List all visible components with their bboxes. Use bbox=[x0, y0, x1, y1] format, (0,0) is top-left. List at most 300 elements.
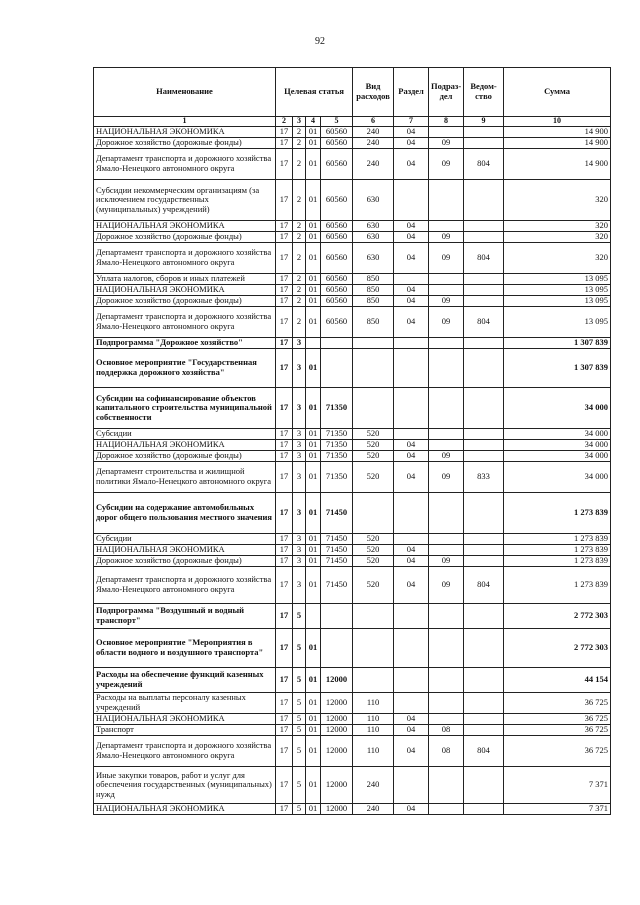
target-code-direction: 71350 bbox=[321, 388, 353, 429]
budget-table bbox=[93, 67, 611, 815]
target-code-direction: 12000 bbox=[321, 725, 353, 736]
target-code-activity: 01 bbox=[306, 149, 321, 180]
target-code-program: 17 bbox=[276, 180, 293, 221]
header-expense-type: Вид расходов bbox=[353, 68, 394, 117]
row-name: Подпрограмма "Воздушный и водный транспорт" bbox=[94, 604, 276, 629]
target-code-program: 17 bbox=[276, 285, 293, 296]
row-sum: 36 725 bbox=[504, 714, 611, 725]
section-code: 04 bbox=[394, 285, 429, 296]
target-code-direction: 60560 bbox=[321, 138, 353, 149]
target-code-direction: 71450 bbox=[321, 545, 353, 556]
expense-type-code: 850 bbox=[353, 285, 394, 296]
header-sum: Сумма bbox=[504, 68, 611, 117]
table-row bbox=[94, 545, 611, 556]
target-code-direction bbox=[321, 629, 353, 668]
row-name: Департамент транспорта и дорожного хозяйства Ямало-Ненецкого автономного округа bbox=[94, 567, 276, 604]
table-row bbox=[94, 604, 611, 629]
table-row bbox=[94, 534, 611, 545]
department-code bbox=[464, 127, 504, 138]
table-row bbox=[94, 493, 611, 534]
row-name: Дорожное хозяйство (дорожные фонды) bbox=[94, 556, 276, 567]
expense-type-code: 630 bbox=[353, 180, 394, 221]
target-code-program: 17 bbox=[276, 693, 293, 714]
table-row bbox=[94, 243, 611, 274]
table-row bbox=[94, 668, 611, 693]
section-code bbox=[394, 180, 429, 221]
row-name: Иные закупки товаров, работ и услуг для обеспечения государственных (муниципальных) нужд bbox=[94, 767, 276, 804]
expense-type-code: 520 bbox=[353, 429, 394, 440]
expense-type-code: 240 bbox=[353, 767, 394, 804]
target-code-activity: 01 bbox=[306, 567, 321, 604]
table-row bbox=[94, 338, 611, 349]
department-code bbox=[464, 274, 504, 285]
target-code-subprogram: 5 bbox=[293, 714, 306, 725]
target-code-activity: 01 bbox=[306, 180, 321, 221]
expense-type-code: 630 bbox=[353, 232, 394, 243]
subsection-code: 09 bbox=[429, 451, 464, 462]
department-code bbox=[464, 232, 504, 243]
target-code-activity: 01 bbox=[306, 221, 321, 232]
row-name: НАЦИОНАЛЬНАЯ ЭКОНОМИКА bbox=[94, 804, 276, 815]
target-code-activity: 01 bbox=[306, 429, 321, 440]
department-code: 833 bbox=[464, 462, 504, 493]
target-code-program: 17 bbox=[276, 440, 293, 451]
header-department: Ведом-ство bbox=[464, 68, 504, 117]
department-code: 804 bbox=[464, 567, 504, 604]
department-code bbox=[464, 693, 504, 714]
target-code-subprogram: 3 bbox=[293, 349, 306, 388]
row-name: Дорожное хозяйство (дорожные фонды) bbox=[94, 451, 276, 462]
col-number: 1 bbox=[94, 117, 276, 127]
target-code-program: 17 bbox=[276, 338, 293, 349]
row-name: Расходы на обеспечение функций казенных учреждений bbox=[94, 668, 276, 693]
row-name: НАЦИОНАЛЬНАЯ ЭКОНОМИКА bbox=[94, 285, 276, 296]
header-name: Наименование bbox=[94, 68, 276, 117]
row-sum: 13 095 bbox=[504, 307, 611, 338]
table-row bbox=[94, 451, 611, 462]
target-code-direction: 60560 bbox=[321, 232, 353, 243]
target-code-program: 17 bbox=[276, 725, 293, 736]
target-code-direction bbox=[321, 349, 353, 388]
table-row bbox=[94, 725, 611, 736]
row-sum: 7 371 bbox=[504, 804, 611, 815]
subsection-code bbox=[429, 534, 464, 545]
table-row bbox=[94, 285, 611, 296]
target-code-subprogram: 5 bbox=[293, 693, 306, 714]
target-code-direction: 71350 bbox=[321, 451, 353, 462]
target-code-subprogram: 3 bbox=[293, 545, 306, 556]
row-sum: 34 000 bbox=[504, 388, 611, 429]
target-code-subprogram: 5 bbox=[293, 629, 306, 668]
subsection-code: 09 bbox=[429, 462, 464, 493]
expense-type-code: 520 bbox=[353, 567, 394, 604]
target-code-program: 17 bbox=[276, 767, 293, 804]
section-code bbox=[394, 274, 429, 285]
row-name: Субсидии на содержание автомобильных дорог общего пользования местного значения bbox=[94, 493, 276, 534]
section-code: 04 bbox=[394, 545, 429, 556]
section-code: 04 bbox=[394, 149, 429, 180]
department-code bbox=[464, 534, 504, 545]
department-code bbox=[464, 388, 504, 429]
target-code-subprogram: 2 bbox=[293, 296, 306, 307]
target-code-program: 17 bbox=[276, 604, 293, 629]
subsection-code: 09 bbox=[429, 243, 464, 274]
target-code-subprogram: 5 bbox=[293, 736, 306, 767]
target-code-direction: 60560 bbox=[321, 127, 353, 138]
subsection-code bbox=[429, 274, 464, 285]
department-code bbox=[464, 668, 504, 693]
target-code-subprogram: 3 bbox=[293, 429, 306, 440]
department-code bbox=[464, 440, 504, 451]
target-code-subprogram: 5 bbox=[293, 604, 306, 629]
target-code-program: 17 bbox=[276, 149, 293, 180]
target-code-subprogram: 2 bbox=[293, 307, 306, 338]
section-code: 04 bbox=[394, 725, 429, 736]
row-sum: 1 273 839 bbox=[504, 534, 611, 545]
target-code-subprogram: 3 bbox=[293, 440, 306, 451]
target-code-subprogram: 3 bbox=[293, 493, 306, 534]
department-code bbox=[464, 138, 504, 149]
section-code: 04 bbox=[394, 221, 429, 232]
section-code: 04 bbox=[394, 138, 429, 149]
section-code: 04 bbox=[394, 232, 429, 243]
subsection-code bbox=[429, 285, 464, 296]
target-code-program: 17 bbox=[276, 567, 293, 604]
section-code: 04 bbox=[394, 804, 429, 815]
row-name: Департамент транспорта и дорожного хозяйства Ямало-Ненецкого автономного округа bbox=[94, 149, 276, 180]
target-code-activity: 01 bbox=[306, 274, 321, 285]
subsection-code bbox=[429, 349, 464, 388]
section-code: 04 bbox=[394, 736, 429, 767]
target-code-activity: 01 bbox=[306, 534, 321, 545]
subsection-code bbox=[429, 127, 464, 138]
target-code-direction: 12000 bbox=[321, 668, 353, 693]
section-code: 04 bbox=[394, 714, 429, 725]
header-section: Раздел bbox=[394, 68, 429, 117]
col-number: 10 bbox=[504, 117, 611, 127]
table-row bbox=[94, 556, 611, 567]
target-code-program: 17 bbox=[276, 138, 293, 149]
target-code-program: 17 bbox=[276, 296, 293, 307]
row-sum: 44 154 bbox=[504, 668, 611, 693]
target-code-direction: 60560 bbox=[321, 307, 353, 338]
target-code-subprogram: 2 bbox=[293, 127, 306, 138]
department-code bbox=[464, 338, 504, 349]
row-sum: 36 725 bbox=[504, 736, 611, 767]
table-row bbox=[94, 138, 611, 149]
expense-type-code: 240 bbox=[353, 127, 394, 138]
table-row bbox=[94, 804, 611, 815]
table-row bbox=[94, 767, 611, 804]
target-code-program: 17 bbox=[276, 349, 293, 388]
target-code-activity: 01 bbox=[306, 307, 321, 338]
expense-type-code: 240 bbox=[353, 138, 394, 149]
expense-type-code: 520 bbox=[353, 545, 394, 556]
row-sum: 320 bbox=[504, 180, 611, 221]
target-code-direction: 71450 bbox=[321, 534, 353, 545]
target-code-activity: 01 bbox=[306, 243, 321, 274]
target-code-activity: 01 bbox=[306, 127, 321, 138]
target-code-subprogram: 2 bbox=[293, 138, 306, 149]
target-code-direction: 60560 bbox=[321, 274, 353, 285]
target-code-subprogram: 3 bbox=[293, 462, 306, 493]
col-number: 9 bbox=[464, 117, 504, 127]
row-name: Департамент транспорта и дорожного хозяйства Ямало-Ненецкого автономного округа bbox=[94, 736, 276, 767]
section-code bbox=[394, 604, 429, 629]
expense-type-code: 520 bbox=[353, 556, 394, 567]
row-name: Субсидии на софинансирование объектов капитального строительства муниципальной собственности bbox=[94, 388, 276, 429]
target-code-direction: 12000 bbox=[321, 767, 353, 804]
row-name: Департамент строительства и жилищной политики Ямало-Ненецкого автономного округа bbox=[94, 462, 276, 493]
section-code: 04 bbox=[394, 307, 429, 338]
subsection-code: 09 bbox=[429, 567, 464, 604]
expense-type-code: 240 bbox=[353, 804, 394, 815]
row-name: Департамент транспорта и дорожного хозяйства Ямало-Ненецкого автономного округа bbox=[94, 243, 276, 274]
section-code bbox=[394, 493, 429, 534]
row-name: НАЦИОНАЛЬНАЯ ЭКОНОМИКА bbox=[94, 221, 276, 232]
subsection-code bbox=[429, 804, 464, 815]
row-sum: 14 900 bbox=[504, 149, 611, 180]
header-target-article: Целевая статья bbox=[276, 68, 353, 117]
row-sum: 13 095 bbox=[504, 274, 611, 285]
table-row bbox=[94, 296, 611, 307]
target-code-direction: 71450 bbox=[321, 567, 353, 604]
section-code: 04 bbox=[394, 296, 429, 307]
department-code: 804 bbox=[464, 149, 504, 180]
expense-type-code: 110 bbox=[353, 736, 394, 767]
row-sum: 1 273 839 bbox=[504, 545, 611, 556]
section-code bbox=[394, 388, 429, 429]
target-code-activity: 01 bbox=[306, 736, 321, 767]
target-code-direction: 60560 bbox=[321, 221, 353, 232]
target-code-program: 17 bbox=[276, 545, 293, 556]
expense-type-code bbox=[353, 629, 394, 668]
target-code-subprogram: 2 bbox=[293, 180, 306, 221]
section-code bbox=[394, 767, 429, 804]
subsection-code bbox=[429, 629, 464, 668]
subsection-code bbox=[429, 668, 464, 693]
table-row bbox=[94, 180, 611, 221]
row-name: Дорожное хозяйство (дорожные фонды) bbox=[94, 138, 276, 149]
target-code-activity: 01 bbox=[306, 725, 321, 736]
col-number: 7 bbox=[394, 117, 429, 127]
expense-type-code: 850 bbox=[353, 307, 394, 338]
department-code: 804 bbox=[464, 307, 504, 338]
row-name: Субсидии некоммерческим организациям (за исключением государственных (муниципальных) учреждений) bbox=[94, 180, 276, 221]
department-code bbox=[464, 451, 504, 462]
row-sum: 34 000 bbox=[504, 429, 611, 440]
target-code-activity: 01 bbox=[306, 714, 321, 725]
row-name: Департамент транспорта и дорожного хозяйства Ямало-Ненецкого автономного округа bbox=[94, 307, 276, 338]
target-code-subprogram: 3 bbox=[293, 556, 306, 567]
subsection-code: 09 bbox=[429, 232, 464, 243]
row-sum: 36 725 bbox=[504, 725, 611, 736]
department-code: 804 bbox=[464, 736, 504, 767]
subsection-code: 09 bbox=[429, 296, 464, 307]
row-name: Основное мероприятие "Мероприятия в области водного и воздушного транспорта" bbox=[94, 629, 276, 668]
row-sum: 34 000 bbox=[504, 462, 611, 493]
expense-type-code: 850 bbox=[353, 274, 394, 285]
table-row bbox=[94, 462, 611, 493]
target-code-program: 17 bbox=[276, 804, 293, 815]
target-code-program: 17 bbox=[276, 232, 293, 243]
header-subsection: Подраз-дел bbox=[429, 68, 464, 117]
department-code bbox=[464, 714, 504, 725]
target-code-subprogram: 5 bbox=[293, 804, 306, 815]
target-code-subprogram: 5 bbox=[293, 767, 306, 804]
row-name: Дорожное хозяйство (дорожные фонды) bbox=[94, 296, 276, 307]
target-code-activity: 01 bbox=[306, 138, 321, 149]
table-row bbox=[94, 629, 611, 668]
section-code: 04 bbox=[394, 440, 429, 451]
row-name: НАЦИОНАЛЬНАЯ ЭКОНОМИКА bbox=[94, 440, 276, 451]
row-sum: 1 273 839 bbox=[504, 567, 611, 604]
target-code-subprogram: 3 bbox=[293, 338, 306, 349]
expense-type-code bbox=[353, 388, 394, 429]
expense-type-code: 850 bbox=[353, 296, 394, 307]
target-code-subprogram: 5 bbox=[293, 668, 306, 693]
department-code bbox=[464, 767, 504, 804]
subsection-code: 08 bbox=[429, 725, 464, 736]
expense-type-code bbox=[353, 604, 394, 629]
target-code-direction: 12000 bbox=[321, 714, 353, 725]
subsection-code: 08 bbox=[429, 736, 464, 767]
target-code-activity bbox=[306, 338, 321, 349]
subsection-code bbox=[429, 545, 464, 556]
row-sum: 1 273 839 bbox=[504, 493, 611, 534]
target-code-subprogram: 3 bbox=[293, 567, 306, 604]
table-row bbox=[94, 736, 611, 767]
row-sum: 34 000 bbox=[504, 440, 611, 451]
target-code-activity: 01 bbox=[306, 451, 321, 462]
target-code-program: 17 bbox=[276, 429, 293, 440]
target-code-subprogram: 3 bbox=[293, 388, 306, 429]
subsection-code bbox=[429, 493, 464, 534]
row-sum: 13 095 bbox=[504, 285, 611, 296]
row-name: Уплата налогов, сборов и иных платежей bbox=[94, 274, 276, 285]
target-code-subprogram: 2 bbox=[293, 221, 306, 232]
expense-type-code: 240 bbox=[353, 149, 394, 180]
expense-type-code: 110 bbox=[353, 725, 394, 736]
subsection-code: 09 bbox=[429, 138, 464, 149]
subsection-code: 09 bbox=[429, 307, 464, 338]
col-number: 6 bbox=[353, 117, 394, 127]
target-code-activity: 01 bbox=[306, 545, 321, 556]
subsection-code bbox=[429, 714, 464, 725]
target-code-subprogram: 5 bbox=[293, 725, 306, 736]
target-code-activity: 01 bbox=[306, 629, 321, 668]
target-code-activity: 01 bbox=[306, 693, 321, 714]
target-code-activity: 01 bbox=[306, 349, 321, 388]
target-code-program: 17 bbox=[276, 127, 293, 138]
target-code-activity: 01 bbox=[306, 388, 321, 429]
section-code bbox=[394, 693, 429, 714]
section-code: 04 bbox=[394, 451, 429, 462]
table-row bbox=[94, 429, 611, 440]
target-code-program: 17 bbox=[276, 714, 293, 725]
target-code-subprogram: 2 bbox=[293, 149, 306, 180]
target-code-direction: 71350 bbox=[321, 440, 353, 451]
col-number: 8 bbox=[429, 117, 464, 127]
subsection-code bbox=[429, 221, 464, 232]
expense-type-code bbox=[353, 338, 394, 349]
target-code-activity: 01 bbox=[306, 285, 321, 296]
table-row bbox=[94, 307, 611, 338]
row-sum: 320 bbox=[504, 243, 611, 274]
row-name: Подпрограмма "Дорожное хозяйство" bbox=[94, 338, 276, 349]
target-code-subprogram: 2 bbox=[293, 232, 306, 243]
table-row bbox=[94, 714, 611, 725]
target-code-subprogram: 2 bbox=[293, 285, 306, 296]
row-sum: 34 000 bbox=[504, 451, 611, 462]
col-number: 4 bbox=[306, 117, 321, 127]
table-row bbox=[94, 232, 611, 243]
row-name: Дорожное хозяйство (дорожные фонды) bbox=[94, 232, 276, 243]
expense-type-code bbox=[353, 493, 394, 534]
table-row bbox=[94, 388, 611, 429]
target-code-activity: 01 bbox=[306, 493, 321, 534]
target-code-direction: 60560 bbox=[321, 296, 353, 307]
row-sum: 7 371 bbox=[504, 767, 611, 804]
target-code-activity: 01 bbox=[306, 668, 321, 693]
target-code-direction: 71350 bbox=[321, 462, 353, 493]
department-code bbox=[464, 493, 504, 534]
target-code-direction bbox=[321, 604, 353, 629]
department-code bbox=[464, 429, 504, 440]
section-code: 04 bbox=[394, 243, 429, 274]
expense-type-code: 520 bbox=[353, 451, 394, 462]
department-code bbox=[464, 629, 504, 668]
subsection-code bbox=[429, 604, 464, 629]
target-code-program: 17 bbox=[276, 668, 293, 693]
target-code-direction: 71450 bbox=[321, 556, 353, 567]
row-sum: 14 900 bbox=[504, 127, 611, 138]
department-code bbox=[464, 804, 504, 815]
subsection-code bbox=[429, 440, 464, 451]
target-code-direction: 60560 bbox=[321, 243, 353, 274]
section-code bbox=[394, 338, 429, 349]
target-code-direction bbox=[321, 338, 353, 349]
subsection-code bbox=[429, 388, 464, 429]
target-code-program: 17 bbox=[276, 736, 293, 767]
department-code bbox=[464, 556, 504, 567]
col-number: 5 bbox=[321, 117, 353, 127]
row-sum: 1 307 839 bbox=[504, 349, 611, 388]
section-code: 04 bbox=[394, 567, 429, 604]
row-sum: 320 bbox=[504, 221, 611, 232]
expense-type-code: 110 bbox=[353, 693, 394, 714]
target-code-program: 17 bbox=[276, 274, 293, 285]
row-sum: 13 095 bbox=[504, 296, 611, 307]
subsection-code bbox=[429, 767, 464, 804]
target-code-direction: 12000 bbox=[321, 736, 353, 767]
target-code-program: 17 bbox=[276, 629, 293, 668]
section-code bbox=[394, 629, 429, 668]
section-code bbox=[394, 349, 429, 388]
target-code-subprogram: 3 bbox=[293, 451, 306, 462]
row-name: Субсидии bbox=[94, 429, 276, 440]
table-row bbox=[94, 567, 611, 604]
target-code-subprogram: 3 bbox=[293, 534, 306, 545]
subsection-code bbox=[429, 693, 464, 714]
subsection-code bbox=[429, 429, 464, 440]
section-code bbox=[394, 534, 429, 545]
department-code bbox=[464, 604, 504, 629]
target-code-program: 17 bbox=[276, 462, 293, 493]
table-row bbox=[94, 221, 611, 232]
row-name: Субсидии bbox=[94, 534, 276, 545]
row-sum: 1 307 839 bbox=[504, 338, 611, 349]
